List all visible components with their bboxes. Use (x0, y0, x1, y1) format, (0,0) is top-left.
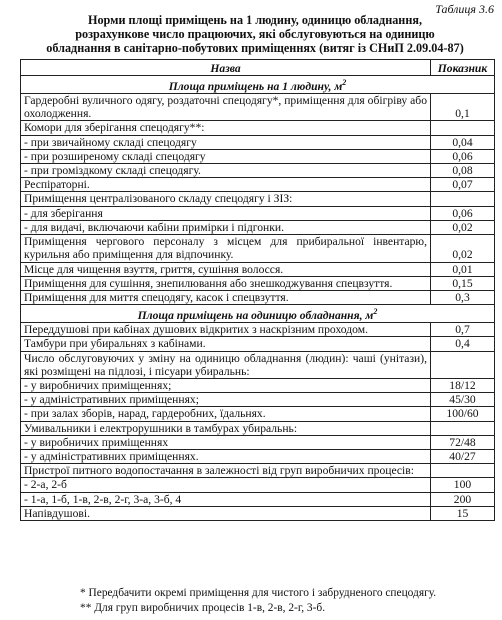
section-header (21, 305, 495, 323)
header-value: Показник (431, 60, 495, 76)
row-value: 0,7 (431, 323, 495, 337)
row-name: Тамбури при убиральнях з кабінами. (21, 337, 431, 351)
row-value: 100 (431, 478, 495, 492)
row-name: Умивальники і електрорушники в тамбурах убиральнь: (21, 421, 431, 435)
row-name: - при залах зборів, нарад, гардеробних, їдальнях. (21, 407, 431, 421)
row-value: 0,3 (431, 290, 495, 304)
row-value (431, 351, 495, 378)
section-unit-sup: 2 (373, 307, 378, 317)
row-value (431, 192, 495, 206)
table-row (21, 450, 495, 464)
row-name: Місце для чищення взуття, гриття, сушіння волосся. (21, 262, 431, 276)
table-row (21, 506, 495, 520)
row-name: - при розширеному складі спецодягу (21, 149, 431, 163)
table-row (21, 178, 495, 192)
title-line: розрахункове число працюючих, які обслуговуються на одиницю (75, 27, 435, 41)
section-title: Площа приміщень на одиницю обладнання, м (137, 308, 374, 322)
row-name: Приміщення чергового персоналу з місцем для прибиральної інвентарю, курильня або приміщення для відпочинку. (21, 235, 431, 262)
row-value: 0,06 (431, 149, 495, 163)
row-value: 0,01 (431, 262, 495, 276)
table-row (21, 378, 495, 392)
footnote: ** Для груп виробничих процесів 1-в, 2-в, 2-г, 3-б. (80, 601, 326, 614)
row-name: - 1-а, 1-б, 1-в, 2-в, 2-г, 3-а, 3-б, 4 (21, 492, 431, 506)
row-value: 40/27 (431, 450, 495, 464)
table-row (21, 492, 495, 506)
table-row (21, 121, 495, 135)
row-name: - у адміністративних приміщеннях. (21, 450, 431, 464)
footnote: * Передбачити окремі приміщення для чистого і забрудненого спецодягу. (80, 587, 437, 599)
table-row (21, 94, 495, 121)
table-title (20, 13, 490, 55)
row-name: - у адміністративних приміщеннях; (21, 393, 431, 407)
header-row (21, 60, 495, 76)
row-name: Приміщення для сушіння, знепилювання або знешкоджування спецвзуття. (21, 276, 431, 290)
row-value (431, 464, 495, 478)
row-value: 0,06 (431, 206, 495, 220)
table-row (21, 192, 495, 206)
row-name: - для видачі, включаючи кабіни примірки і підгонки. (21, 220, 431, 234)
row-name: Число обслуговуючих у зміну на одиницю обладнання (людин): чаші (унітази), які розміщені на підлозі, і пісуари убиральнь: (21, 351, 431, 378)
table-row (21, 149, 495, 163)
row-name: - для зберігання (21, 206, 431, 220)
table-row (21, 135, 495, 149)
footnotes (80, 586, 498, 615)
table-row (21, 337, 495, 351)
table-row (21, 220, 495, 234)
row-value (431, 121, 495, 135)
row-name: Приміщення для миття спецодягу, касок і спецвзуття. (21, 290, 431, 304)
row-name: - у виробничих приміщеннях; (21, 378, 431, 392)
table-row (21, 435, 495, 449)
table-number-label: Таблиця 3.6 (435, 2, 494, 16)
row-value: 0,1 (431, 94, 495, 121)
table-row (21, 464, 495, 478)
row-value: 0,02 (431, 235, 495, 262)
row-name: - при звичайному складі спецодягу (21, 135, 431, 149)
table-row (21, 421, 495, 435)
row-name: - при громіздкому складі спецодягу. (21, 164, 431, 178)
row-name: Пристрої питного водопостачання в залежності від груп виробничих процесів: (21, 464, 431, 478)
row-value: 45/30 (431, 393, 495, 407)
title-line: Норми площі приміщень на 1 людину, одиницю обладнання, (87, 13, 422, 27)
table-row (21, 478, 495, 492)
row-value: 0,08 (431, 164, 495, 178)
title-line: обладнання в санітарно-побутових приміщеннях (витяг із СНиП 2.09.04-87) (46, 41, 464, 55)
table-row (21, 276, 495, 290)
row-name: - 2-а, 2-б (21, 478, 431, 492)
table-row (21, 407, 495, 421)
row-value: 15 (431, 506, 495, 520)
row-name: Напівдушові. (21, 506, 431, 520)
row-value: 0,4 (431, 337, 495, 351)
row-name: Гардеробні вуличного одягу, роздаточні спецодягу*, приміщення для обігріву або охолодження. (21, 94, 431, 121)
table-row (21, 393, 495, 407)
row-name: Респіраторні. (21, 178, 431, 192)
row-value: 72/48 (431, 435, 495, 449)
section-unit-sup: 2 (342, 78, 347, 87)
row-value: 100/60 (431, 407, 495, 421)
header-name: Назва (21, 60, 431, 76)
row-value: 0,04 (431, 135, 495, 149)
row-name: Комори для зберігання спецодягу**: (21, 121, 431, 135)
row-value: 200 (431, 492, 495, 506)
section-header (21, 76, 495, 94)
table-row (21, 206, 495, 220)
table-row (21, 164, 495, 178)
row-name: - у виробничих приміщеннях (21, 435, 431, 449)
norms-table (20, 59, 495, 521)
table-row (21, 323, 495, 337)
row-value: 0,02 (431, 220, 495, 234)
table-row (21, 290, 495, 304)
table-row (21, 235, 495, 262)
row-value (431, 421, 495, 435)
row-value: 0,15 (431, 276, 495, 290)
row-name: Переддушові при кабінах душових відкритих з наскрізним проходом. (21, 323, 431, 337)
section-title: Площа приміщень на 1 людину, м (168, 79, 343, 93)
row-name: Приміщення централізованого складу спецодягу і ЗІЗ: (21, 192, 431, 206)
row-value: 18/12 (431, 378, 495, 392)
row-value: 0,07 (431, 178, 495, 192)
table-row (21, 351, 495, 378)
table-row (21, 262, 495, 276)
